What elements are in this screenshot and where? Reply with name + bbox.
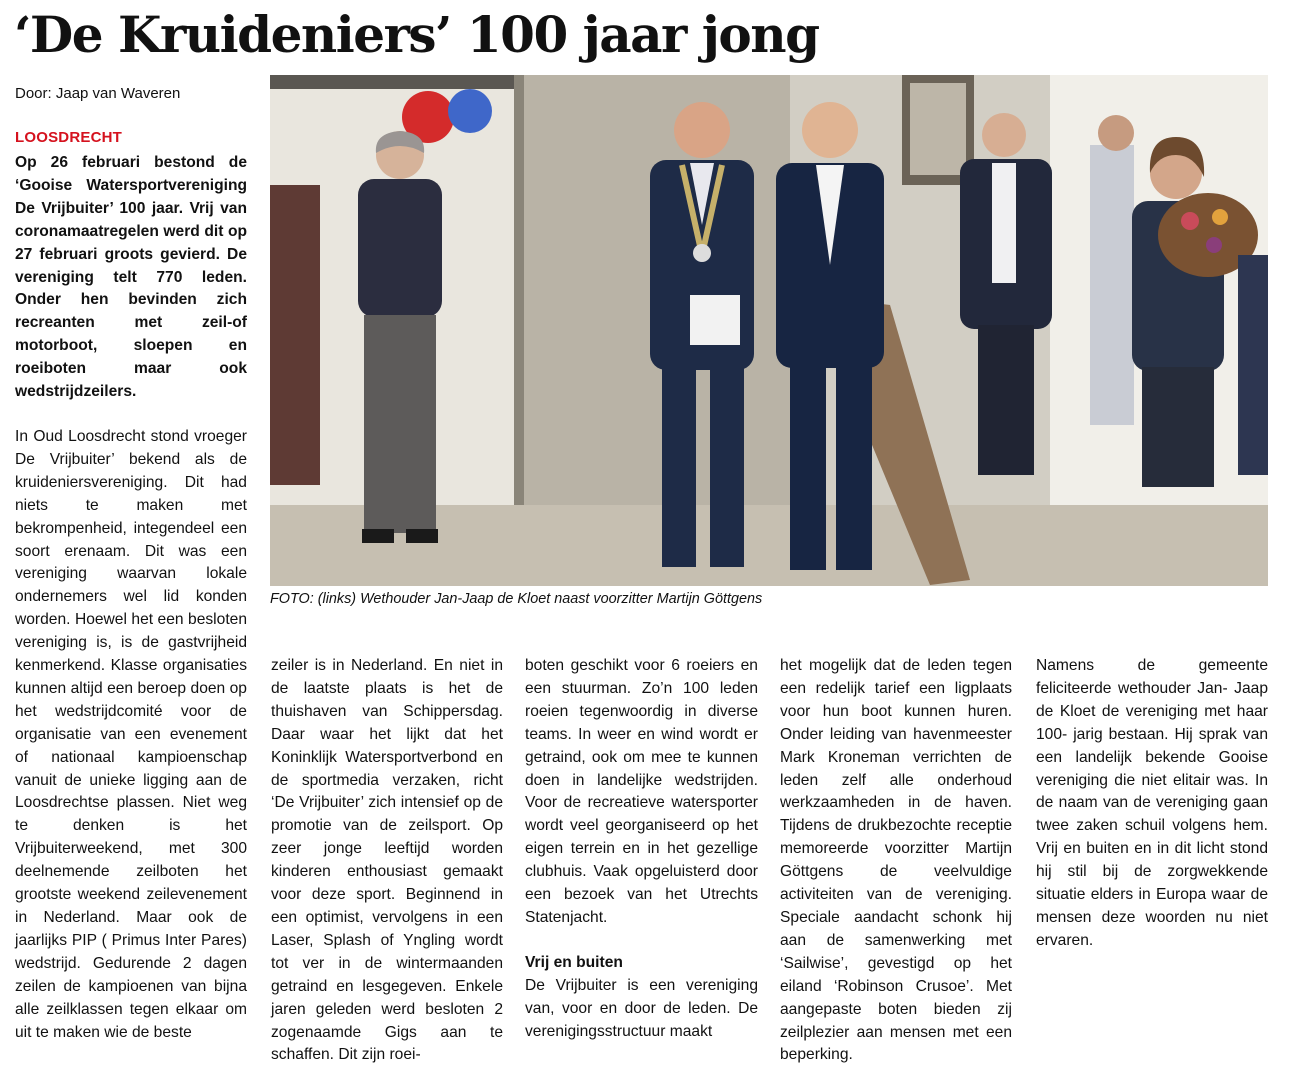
article-column-4: [780, 655, 1012, 1067]
body-paragraph: zeiler is in Nederland. En niet in de laatste plaats is het de thuishaven van Schippersdag. Daar waar het lijkt dat het Koninklijk Watersportverbond en de sportmedia verzaken, richt ‘De Vrijbuiter’ zich intensief op de promotie van de zeilsport. Op zeer jonge leeftijd worden kinderen enthousiast gemaakt voor deze sport. Beginnend in een optimist, vervolgens in een Laser, Splash of Yngling wordt tot ver in de wintermaanden getraind en lesgegeven. Enkele jaren geleden werd besloten 2 zogenaamde Gigs aan te schaffen. Dit zijn roei-: [271, 657, 503, 1064]
subheading: Vrij en buiten: [525, 953, 623, 971]
article-column-1: [15, 152, 247, 1044]
article-lead: Op 26 februari bestond de ‘Gooise Watersportvereniging De Vrijbuiter’ 100 jaar. Vrij van coronamaatregelen werd dit op 27 februari groots gevierd. De vereniging telt 770 leden. Onder hen bevinden zich recreanten met zeil-of motorboot, sloepen en roeiboten maar ook wedstrijdzeilers.: [15, 154, 247, 401]
article-column-3: [525, 655, 758, 1044]
article-column-5: [1036, 655, 1268, 953]
article-column-2: [271, 655, 503, 1067]
article-photo: [270, 75, 1268, 586]
body-paragraph: De Vrijbuiter is een vereniging van, voor en door de leden. De verenigingsstructuur maakt: [525, 976, 758, 1040]
body-paragraph: In Oud Loosdrecht stond vroeger De Vrijbuiter’ bekend als de kruideniersvereniging. Dit had niets te maken met bekrompenheid, integendeel een soort erenaam. Dit was een vereniging waarvan lokale ondernemers wel lid konden worden. Hoewel het een besloten vereniging is, is de gastvrijheid kenmerkend. Klasse organisaties kunnen altijd een beroep doen op het wedstrijdcomité voor de organisatie van een evenement of nationaal kampioenschap vanuit de unieke ligging aan de Loosdrechtse plassen. Niet weg te denken is het Vrijbuiterweekend, met 300 deelnemende zeilboten het grootste weekend zeilevenement in Nederland. Maar ook de jaarlijks PIP ( Primus Inter Pares) wedstrijd. Gedurende 2 dagen zeilen de kampioenen van bijna alle zeilklassen tegen elkaar om uit te maken wie de beste: [15, 427, 247, 1041]
body-paragraph: het mogelijk dat de leden tegen een redelijk tarief een ligplaats voor hun boot kunnen huren. Onder leiding van havenmeester Mark Kroneman verrichten de leden zelf alle onderhoud werkzaamheden in de haven. Tijdens de drukbezochte receptie memoreerde voorzitter Martijn Göttgens de veelvuldige activiteiten van de vereniging. Speciale aandacht schonk hij aan de samenwerking met ‘Sailwise’, gevestigd op het eiland ‘Robinson Crusoe’. Met aangepaste boten bieden zij zeilplezier aan mensen met een beperking.: [780, 657, 1012, 1064]
byline: Door: Jaap van Waveren: [15, 85, 181, 102]
body-paragraph: Namens de gemeente feliciteerde wethouder Jan- Jaap de Kloet de vereniging met haar 100- jarig bestaan. Hij sprak van een landelijk bekende Gooise vereniging die niet elitair was. In de naam van de vereniging gaan twee zaken schuil volgens hem. Vrij en buiten en in dit licht stond hij stil bij de zorgwekkende situatie elders in Europa waar de mensen deze woorden nu niet ervaren.: [1036, 657, 1268, 949]
photo-caption: FOTO: (links) Wethouder Jan-Jaap de Kloet naast voorzitter Martijn Göttgens: [270, 591, 763, 607]
article-headline: ‘De Kruideniers’ 100 jaar jong: [14, 5, 819, 64]
body-paragraph: boten geschikt voor 6 roeiers en een stuurman. Zo’n 100 leden roeien tegenwoordig in diverse teams. In weer en wind wordt er getraind, ook om mee te kunnen doen in landelijke wedstrijden. Voor de recreatieve watersporter wordt veel georganiseerd op het eigen terrein en in het gezellige clubhuis. Vaak opgeluisterd door een bezoek van het Utrechts Statenjacht.: [525, 657, 758, 926]
dateline: LOOSDRECHT: [15, 129, 122, 146]
